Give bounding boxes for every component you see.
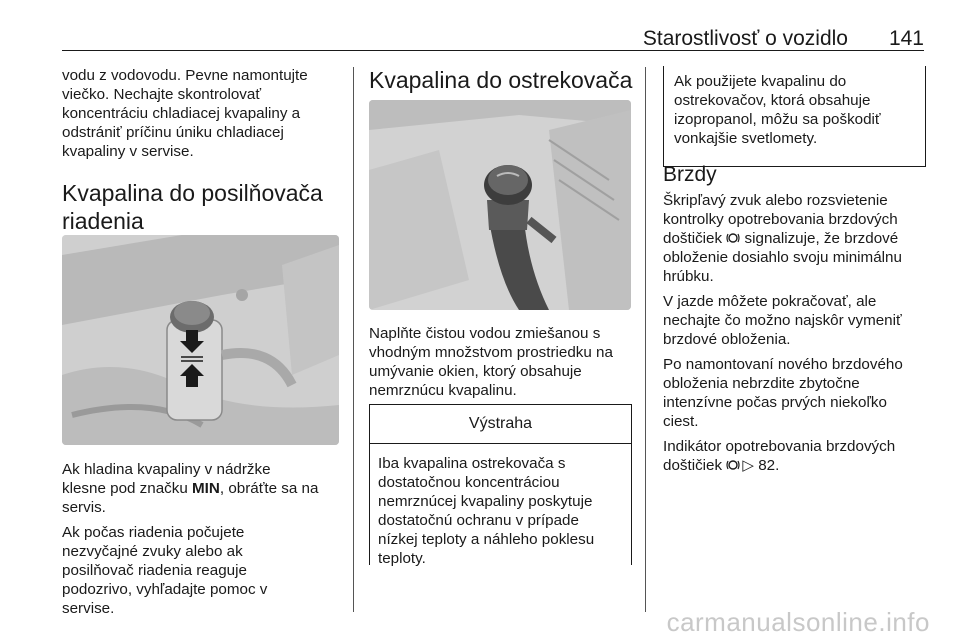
brake-pad-wear-icon-2: [726, 458, 740, 472]
min-mark: MIN: [192, 480, 220, 497]
indicator-paragraph: Indikátor opotrebovania brzdových doštičiek ▷ 82.: [663, 438, 896, 474]
page-reference-icon[interactable]: ▷: [742, 457, 754, 474]
middle-column-heading: [369, 66, 637, 94]
middle-column-text: [369, 324, 637, 406]
section-heading-brakes: Brzdy: [663, 163, 717, 186]
intro-paragraph: vodu z vodovodu. Pevne namontujte viečko. Nechajte skontrolovať koncentráciu chladiacej kvapaliny a odstrániť príčinu úniku chladiacej kvapaliny v servise.: [62, 67, 308, 160]
power-steering-illustration: [62, 235, 339, 445]
brake-wear-paragraph: Škripľavý zvuk alebo rozsvietenie kontrolky opotrebovania brzdových doštičiek signalizuje, že brzdové obloženie dosiahlo svoju minimálnu hrúbku.: [663, 192, 902, 285]
warning-body: Iba kvapalina ostrekovača s dostatočnou koncentráciou nemrznúcej kvapaliny poskytuje dostatočnú ochranu v prípade nízkej teploty a náhleho poklesu teploty.: [378, 455, 595, 567]
note-box: Ak použijete kvapalinu do ostrekovačov, ktorá obsahuje izopropanol, môžu sa poškodiť vonkajšie svetlomety.: [663, 66, 926, 167]
washer-fluid-paragraph: Naplňte čistou vodou zmiešanou s vhodným množstvom prostriedku na umývanie okien, ktorý obsahuje nemrznúcu kvapalinu.: [369, 325, 613, 399]
header-title: Starostlivosť o vozidlo: [642, 27, 848, 50]
new-pads-paragraph: Po namontovaní nového brzdového obloženia nebrzdite zbytočne intenzívne počas prvých niekoľko ciest.: [663, 356, 903, 430]
column-divider-1: [353, 67, 354, 612]
right-column: [663, 162, 925, 481]
min-level-paragraph: Ak hladina kvapaliny v nádržke klesne pod značku MIN, obráťte sa na servis.: [62, 461, 319, 516]
power-steering-reservoir-image: [62, 235, 339, 445]
section-heading-power-steering: Kvapalina do posilňovača riadenia: [62, 180, 323, 234]
washer-fluid-illustration: [369, 100, 631, 310]
warning-title: Výstraha: [370, 405, 631, 444]
left-column: [62, 66, 344, 235]
page-reference[interactable]: 82.: [754, 457, 780, 474]
page-number: 141: [888, 27, 924, 50]
section-heading-washer-fluid: Kvapalina do ostrekovača: [369, 67, 633, 93]
column-divider-2: [645, 67, 646, 612]
page-header: [62, 27, 924, 51]
warning-box: [369, 404, 632, 565]
left-column-lower: [62, 460, 344, 624]
washer-fluid-reservoir-image: [369, 100, 631, 310]
brake-pad-wear-icon: [726, 231, 740, 245]
continue-driving-paragraph: V jazde môžete pokračovať, ale nechajte čo možno najskôr vymeniť brzdové obloženia.: [663, 293, 902, 348]
watermark: carmanualsonline.info: [666, 607, 930, 637]
header-rule: [62, 50, 924, 51]
steering-noise-paragraph: Ak počas riadenia počujete nezvyčajné zvuky alebo ak posilňovač riadenia reaguje podozrivo, vyhľadajte pomoc v servise.: [62, 524, 268, 617]
